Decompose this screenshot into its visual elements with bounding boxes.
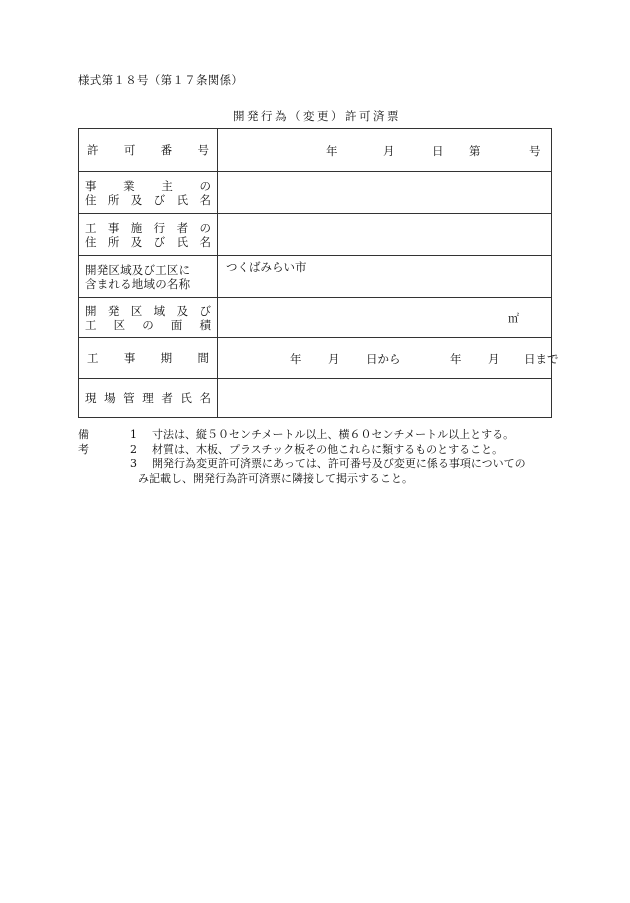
row-area-name	[79, 256, 552, 298]
form-number: 様式第１８号（第１７条関係）	[78, 73, 244, 87]
document-title: 開発行為（変更）許可済票	[233, 109, 401, 123]
label-site-manager: 現 場 管 理 者 氏 名	[79, 379, 218, 418]
row-permit-number	[79, 129, 552, 172]
note-1-number: 1	[130, 428, 137, 441]
label-contractor: 工 事 施 行 者 の 住 所 及 び 氏 名	[79, 214, 218, 256]
label-permit-number: 許 可 番 号	[79, 129, 218, 172]
value-construction-period: 年 月 日から 年 月 日まで	[218, 338, 552, 379]
note-2-number: 2	[130, 442, 137, 456]
value-area-name	[218, 256, 552, 298]
label-developer: 事 業 主 の 住 所 及 び 氏 名	[79, 172, 218, 214]
note-3-continuation: み記載し、開発行為許可済票に隣接して掲示すること。	[138, 471, 413, 485]
value-site-manager	[218, 379, 552, 418]
row-area-size	[79, 298, 552, 338]
label-construction-period: 工 事 期 間	[79, 338, 218, 379]
area-name-value: つくばみらい市	[226, 260, 307, 274]
row-contractor	[79, 214, 552, 256]
note-3-number: 3	[130, 457, 137, 470]
row-site-manager	[79, 379, 552, 418]
value-permit-number: 年 月 日 第 号	[218, 129, 552, 172]
note-3-text: 開発行為変更許可済票にあっては、許可番号及び変更に係る事項についての	[152, 457, 526, 470]
value-contractor	[218, 214, 552, 256]
row-developer	[79, 172, 552, 214]
notes-heading: 備考	[78, 428, 91, 456]
value-area-size	[218, 298, 552, 338]
label-area-name: 開発区域及び工区に 含まれる地域の名称	[79, 256, 218, 298]
square-meter-unit: ㎡	[508, 312, 519, 325]
note-2-text: 材質は、木板、プラスチック板その他これらに類するものとすること。	[152, 442, 504, 456]
label-area-size: 開 発 区 域 及 び 工 区 の 面 積	[79, 298, 218, 338]
note-1-text: 寸法は、縦５０センチメートル以上、横６０センチメートル以上とする。	[152, 428, 515, 441]
value-developer	[218, 172, 552, 214]
permit-table	[78, 128, 559, 418]
row-construction-period	[79, 338, 552, 379]
